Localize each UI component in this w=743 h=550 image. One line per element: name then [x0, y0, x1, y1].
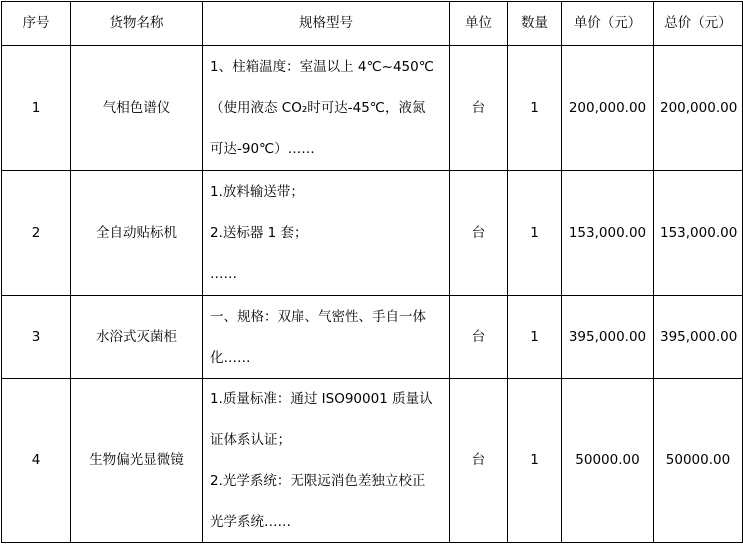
spec-line: 1.放料输送带；: [210, 184, 304, 200]
header-qty: 数量: [508, 2, 562, 46]
cell-no: 1: [2, 46, 71, 171]
spec-line: 证体系认证；: [210, 432, 291, 448]
cell-total: 200,000.00: [654, 46, 743, 171]
cell-name: 生物偏光显微镜: [71, 379, 203, 543]
cell-name: 水浴式灭菌柜: [71, 296, 203, 379]
cell-no: 2: [2, 171, 71, 296]
cell-name: 全自动贴标机: [71, 171, 203, 296]
cell-unit: 台: [450, 46, 508, 171]
spec-line: 可达-90℃）……: [210, 141, 315, 157]
cell-qty: 1: [508, 379, 562, 543]
cell-no: 4: [2, 379, 71, 543]
spec-line: 1、柱箱温度：室温以上 4℃~450℃: [210, 59, 434, 75]
cell-unit: 台: [450, 296, 508, 379]
spec-line: 化……: [210, 349, 251, 366]
spec-line: 2.送标器 1 套；: [210, 225, 308, 241]
cell-no: 3: [2, 296, 71, 379]
table-row: [2, 171, 743, 296]
goods-table: [1, 1, 743, 543]
cell-unit: 台: [450, 171, 508, 296]
table-header-row: [2, 2, 743, 46]
spec-line: 一、规格：双扉、气密性、手自一体: [210, 308, 426, 325]
cell-price: 153,000.00: [562, 171, 654, 296]
table-row: [2, 296, 743, 379]
spec-line: 2.光学系统：无限远消色差独立校正: [210, 473, 426, 489]
cell-spec: [203, 296, 450, 379]
table-row: [2, 379, 743, 543]
cell-name: 气相色谱仪: [71, 46, 203, 171]
cell-spec: [203, 46, 450, 171]
cell-price: 50000.00: [562, 379, 654, 543]
header-name: 货物名称: [71, 2, 203, 46]
cell-price: 200,000.00: [562, 46, 654, 171]
cell-qty: 1: [508, 171, 562, 296]
header-price: 单价（元）: [562, 2, 654, 46]
cell-price: 395,000.00: [562, 296, 654, 379]
cell-total: 50000.00: [654, 379, 743, 543]
header-no: 序号: [2, 2, 71, 46]
cell-total: 395,000.00: [654, 296, 743, 379]
spec-line: ……: [210, 266, 237, 282]
cell-qty: 1: [508, 296, 562, 379]
cell-total: 153,000.00: [654, 171, 743, 296]
spec-line: 1.质量标准：通过 ISO90001 质量认: [210, 391, 433, 407]
spec-line: 光学系统……: [210, 514, 291, 530]
header-total: 总价（元）: [654, 2, 743, 46]
table-row: [2, 46, 743, 171]
spec-line: （使用液态 CO₂时可达-45℃，液氮: [210, 100, 426, 116]
cell-unit: 台: [450, 379, 508, 543]
cell-spec: [203, 379, 450, 543]
cell-spec: [203, 171, 450, 296]
cell-qty: 1: [508, 46, 562, 171]
header-spec: 规格型号: [203, 2, 450, 46]
header-unit: 单位: [450, 2, 508, 46]
